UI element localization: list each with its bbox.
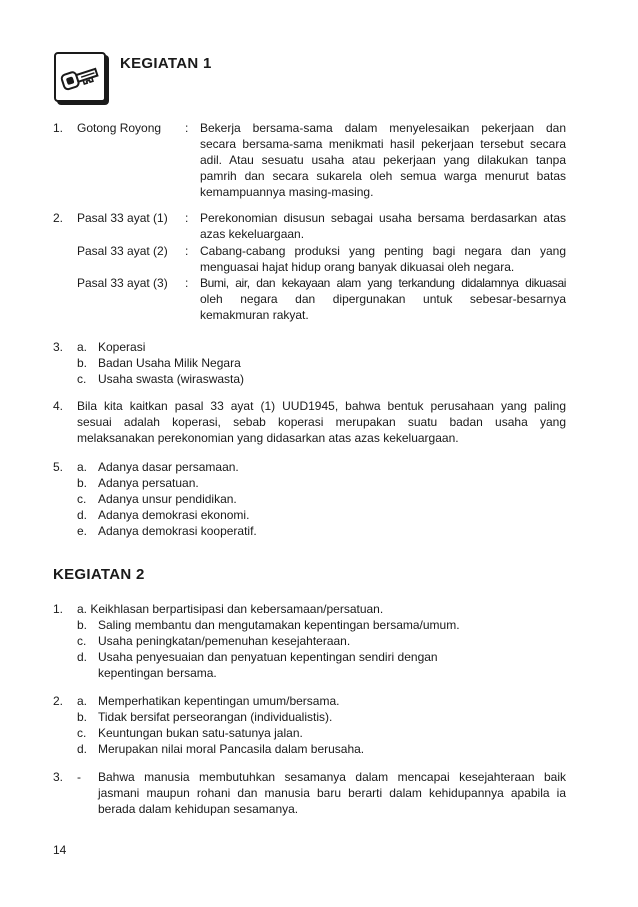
item-5-label-e: e.: [77, 524, 88, 538]
item-5-option-c: Adanya unsur pendidikan.: [98, 492, 237, 506]
k2-item-3-line: berada dalam kehidupan sesamanya.: [98, 802, 299, 816]
item-2-pasal-2-line: menguasai hajat hidup orang banyak dikuasai oleh negara.: [200, 260, 515, 274]
k2-item-1-label-c: c.: [77, 634, 87, 648]
page-number: 14: [53, 843, 67, 857]
item-5-number: 5.: [53, 460, 64, 474]
item-2-colon: :: [185, 211, 189, 225]
k2-item-2-option-b: Tidak bersifat perseorangan (individualistis).: [98, 710, 333, 724]
item-2-number: 2.: [53, 211, 64, 225]
item-4-line: sesuai adalah koperasi, sebab koperasi merupakan suatu badan usaha yang: [77, 415, 566, 429]
item-5-option-d: Adanya demokrasi ekonomi.: [98, 508, 250, 522]
item-5-option-e: Adanya demokrasi kooperatif.: [98, 524, 257, 538]
k2-item-2-option-d: Merupakan nilai moral Pancasila dalam berusaha.: [98, 742, 365, 756]
item-5-option-a: Adanya dasar persamaan.: [98, 460, 239, 474]
k2-item-2-option-c: Keuntungan bukan satu-satunya jalan.: [98, 726, 303, 740]
k2-item-1-option-c: Usaha peningkatan/pemenuhan kesejahteraan.: [98, 634, 351, 648]
item-4-line: melaksanakan perekonomian yang didasarkan atas azas kekeluargaan.: [77, 431, 459, 445]
k2-item-2-label-b: b.: [77, 710, 88, 724]
k2-item-2-label-c: c.: [77, 726, 87, 740]
item-2-colon: :: [185, 276, 189, 290]
k2-item-3-line: jasmani maupun rohani dan manusia baru berarti dalam kehidupannya apabila ia: [98, 786, 566, 800]
item-2-pasal-3-term: Pasal 33 ayat (3): [77, 276, 168, 290]
item-3-label-b: b.: [77, 356, 88, 370]
item-2-pasal-2-term: Pasal 33 ayat (2): [77, 244, 168, 258]
k2-item-1-option-a: a. Keikhlasan berpartisipasi dan kebersamaan/persatuan.: [77, 602, 384, 616]
k2-item-2-option-a: Memperhatikan kepentingan umum/bersama.: [98, 694, 340, 708]
item-5-label-b: b.: [77, 476, 88, 490]
item-1-definition-line: adil. Atau sesuatu usaha atau pekerjaan yang dilakukan tanpa: [200, 153, 566, 167]
k2-item-1-label-d: d.: [77, 650, 88, 664]
key-icon: [54, 52, 106, 102]
k2-item-1-option-b: Saling membantu dan mengutamakan kepentingan bersama/umum.: [98, 618, 460, 632]
item-4-line: Bila kita kaitkan pasal 33 ayat (1) UUD1945, bahwa bentuk perusahaan yang paling: [77, 399, 566, 413]
item-4-number: 4.: [53, 399, 64, 413]
item-5-option-b: Adanya persatuan.: [98, 476, 199, 490]
item-1-number: 1.: [53, 121, 64, 135]
item-5-label-c: c.: [77, 492, 87, 506]
item-2-pasal-1-line: Perekonomian disusun sebagai usaha bersama berdasarkan atas: [200, 211, 566, 225]
k2-item-3-number: 3.: [53, 770, 64, 784]
k2-item-2-label-a: a.: [77, 694, 88, 708]
item-1-definition-line: secara bersama-sama menikmati hasil pekerjaan tersebut secara: [200, 137, 566, 151]
item-3-option-b: Badan Usaha Milik Negara: [98, 356, 241, 370]
k2-item-1-option-d: Usaha penyesuaian dan penyatuan kepentingan sendiri dengan: [98, 650, 438, 664]
item-2-pasal-3-line: oleh negara dan dipergunakan untuk sebesar-besarnya: [200, 292, 566, 306]
item-2-pasal-2-line: Cabang-cabang produksi yang penting bagi negara dan yang: [200, 244, 566, 258]
k2-item-3-dash: -: [77, 770, 81, 784]
item-3-option-c: Usaha swasta (wiraswasta): [98, 372, 245, 386]
item-3-label-a: a.: [77, 340, 88, 354]
item-1-colon: :: [185, 121, 189, 135]
item-2-pasal-3-line: kemakmuran rakyat.: [200, 308, 309, 322]
k2-item-3-line: Bahwa manusia membutuhkan sesamanya dalam mencapai kesejahteraan baik: [98, 770, 566, 784]
kegiatan-2-title: KEGIATAN 2: [53, 566, 145, 583]
item-2-pasal-1-term: Pasal 33 ayat (1): [77, 211, 168, 225]
k2-item-1-number: 1.: [53, 602, 64, 616]
item-3-number: 3.: [53, 340, 64, 354]
k2-item-1-label-b: b.: [77, 618, 88, 632]
k2-item-1-option-d-cont: kepentingan bersama.: [98, 666, 217, 680]
item-2-colon: :: [185, 244, 189, 258]
item-1-definition-line: pamrih dan secara sukarela oleh semua warga menurut batas: [200, 169, 566, 183]
item-3-label-c: c.: [77, 372, 87, 386]
item-2-pasal-3-line: Bumi, air, dan kekayaan alam yang terkandung didalamnya dikuasai: [200, 276, 566, 290]
item-1-definition-line: Bekerja bersama-sama dalam menyelesaikan pekerjaan dan: [200, 121, 566, 135]
item-5-label-d: d.: [77, 508, 88, 522]
item-5-label-a: a.: [77, 460, 88, 474]
item-2-pasal-1-line: azas kekeluargaan.: [200, 227, 305, 241]
k2-item-2-label-d: d.: [77, 742, 88, 756]
item-3-option-a: Koperasi: [98, 340, 146, 354]
item-1-term: Gotong Royong: [77, 121, 162, 135]
item-1-definition-line: kemampuannya masing-masing.: [200, 185, 374, 199]
k2-item-2-number: 2.: [53, 694, 64, 708]
kegiatan-1-title: KEGIATAN 1: [120, 55, 212, 72]
